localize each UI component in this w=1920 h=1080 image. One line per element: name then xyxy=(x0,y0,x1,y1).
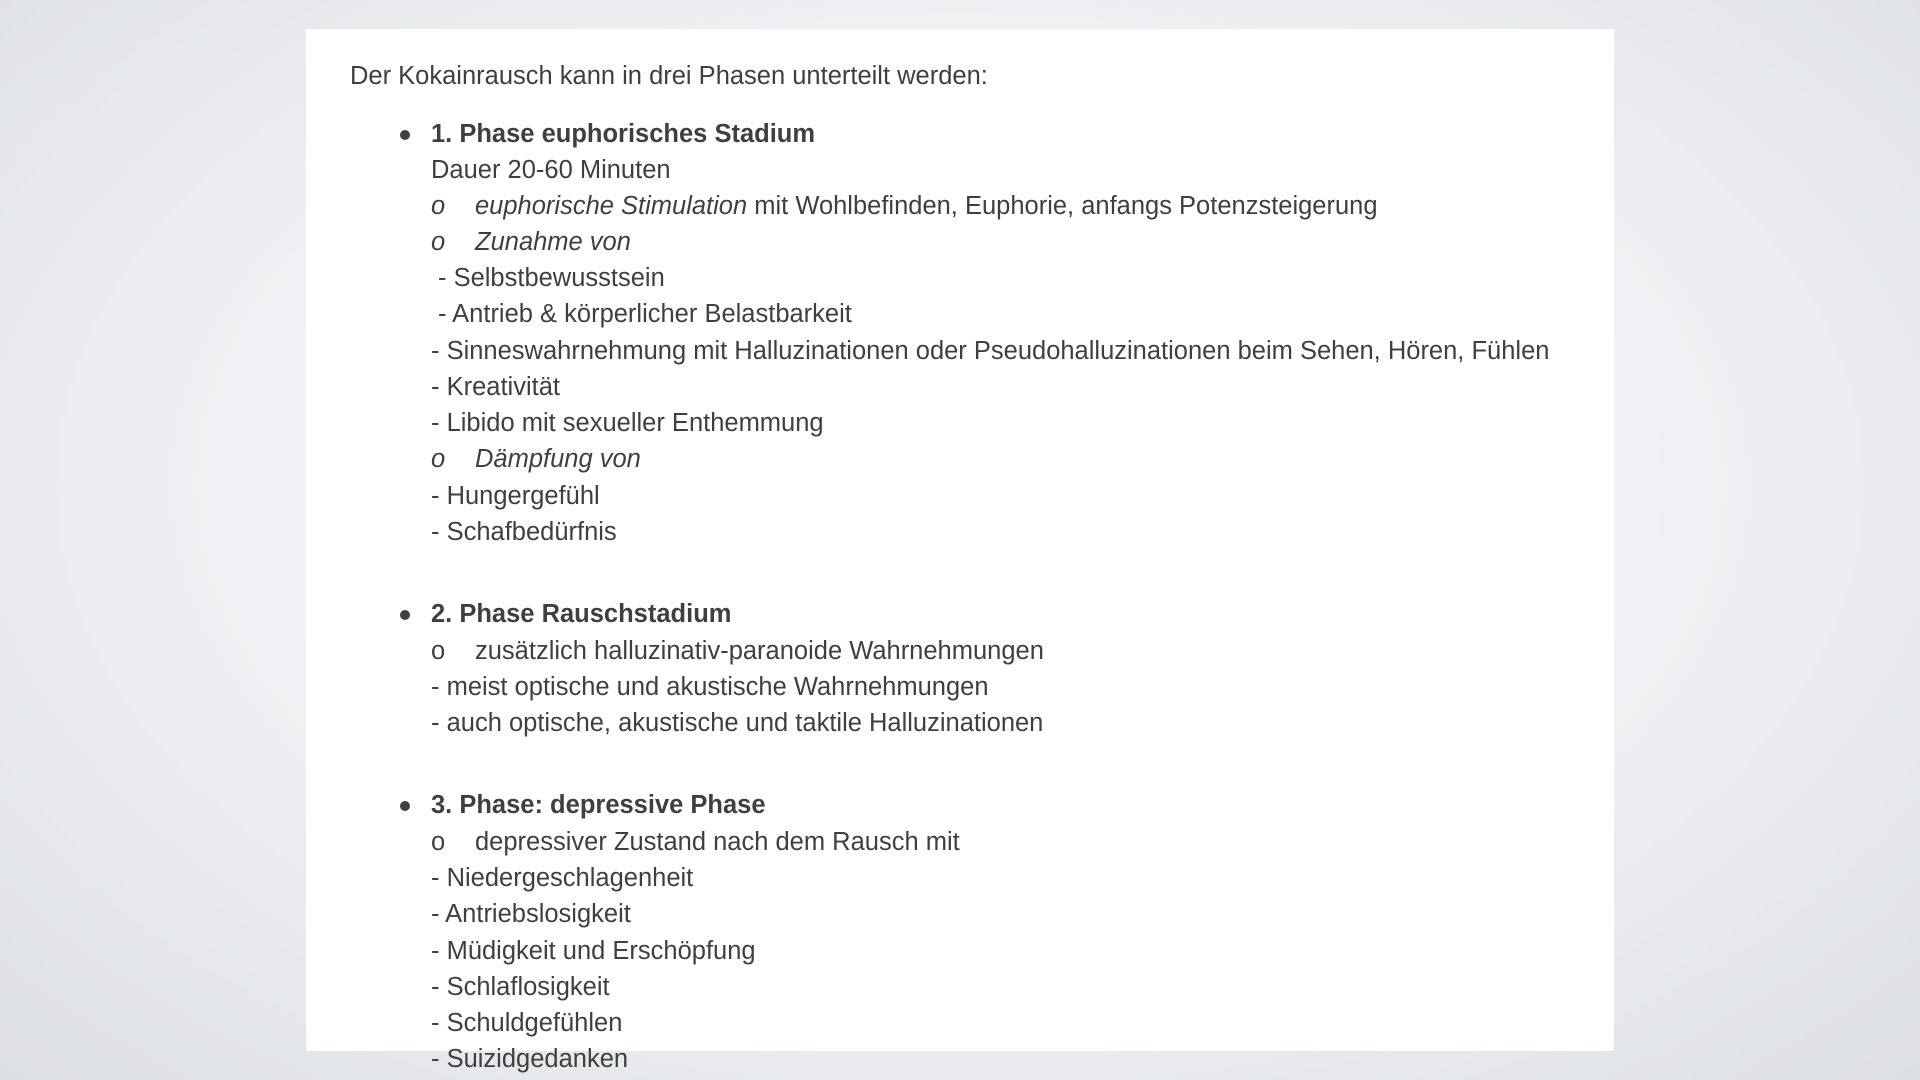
list-item: - Niedergeschlagenheit xyxy=(431,864,694,892)
list-item: - Müdigkeit und Erschöpfung xyxy=(431,937,756,965)
list-item: - Libido mit sexueller Enthemmung xyxy=(431,409,824,437)
sub-marker: o xyxy=(431,637,446,665)
phase1-duration: Dauer 20-60 Minuten xyxy=(431,156,671,184)
phase2-item1-text: zusätzlich halluzinativ-paranoide Wahrnehmungen xyxy=(475,637,1044,665)
list-item: - Suizidgedanken xyxy=(431,1045,629,1073)
list-item: - Schuldgefühlen xyxy=(431,1009,623,1037)
phase2-bullet xyxy=(400,610,410,620)
list-item: - Hungergefühl xyxy=(431,482,600,510)
phase1-heading: 1. Phase euphorisches Stadium xyxy=(431,120,816,148)
sub-marker: o xyxy=(431,828,446,856)
list-item: - Antrieb & körperlicher Belastbarkeit xyxy=(438,300,852,328)
document-page xyxy=(306,29,1614,1073)
list-item: - Schafbedürfnis xyxy=(431,518,617,546)
phase3-heading: 3. Phase: depressive Phase xyxy=(431,791,766,819)
phase1-bullet xyxy=(400,130,410,140)
list-item: - Kreativität xyxy=(431,373,560,401)
intro-text: Der Kokainrausch kann in drei Phasen unterteilt werden: xyxy=(350,62,988,90)
sub-marker: o xyxy=(431,445,446,473)
phase1-item1-italic: euphorische Stimulation xyxy=(475,192,748,220)
phase1-item2-text: Zunahme von xyxy=(475,228,631,256)
list-item: - Antriebslosigkeit xyxy=(431,900,631,928)
sub-marker: o xyxy=(431,192,446,220)
list-item: - Schlaflosigkeit xyxy=(431,973,610,1001)
list-item: - meist optische und akustische Wahrnehmungen xyxy=(431,673,989,701)
list-item: - auch optische, akustische und taktile Halluzinationen xyxy=(431,709,1044,737)
list-item: - Sinneswahrnehmung mit Halluzinationen oder Pseudohalluzinationen beim Sehen, Hören, Fühlen xyxy=(431,337,1550,365)
phase1-item1-rest: mit Wohlbefinden, Euphorie, anfangs Potenzsteigerung xyxy=(747,192,1378,220)
sub-marker: o xyxy=(431,228,446,256)
phase1-item3-text: Dämpfung von xyxy=(475,445,641,473)
phase3-bullet xyxy=(400,801,410,811)
phase2-heading: 2. Phase Rauschstadium xyxy=(431,600,732,628)
list-item: - Selbstbewusstsein xyxy=(438,264,665,292)
phase3-item1-text: depressiver Zustand nach dem Rausch mit xyxy=(475,828,960,856)
